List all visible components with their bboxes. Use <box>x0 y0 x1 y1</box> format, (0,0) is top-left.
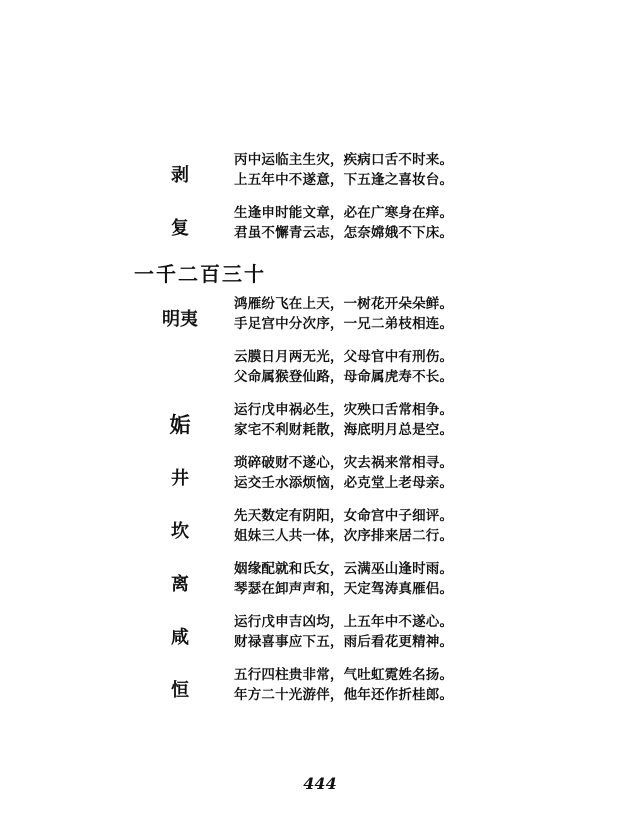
verse <box>234 506 534 546</box>
verse <box>234 665 534 705</box>
verse-line: 家宅不利财耗散，海底明月总是空。 <box>234 422 454 438</box>
verse-line: 鸿雁纷飞在上天，一树花开朵朵鲜。 <box>234 296 454 312</box>
verse <box>234 400 534 440</box>
verse-line: 财禄喜事应下五，雨后看花更精神。 <box>234 634 454 650</box>
verse <box>234 203 534 243</box>
verse-line: 琐碎破财不遂心，灾去祸来常相寻。 <box>234 455 454 471</box>
verse <box>234 150 534 190</box>
verse <box>234 612 534 652</box>
hexagram-name: 坎 <box>171 521 189 542</box>
verse-line: 五行四柱贵非常，气吐虹霓姓名扬。 <box>234 667 454 683</box>
hexagram-name: 咸 <box>171 627 189 648</box>
hexagram-name: 井 <box>171 468 189 489</box>
verse-line: 运交壬水添烦恼，必克堂上老母亲。 <box>234 475 454 491</box>
hexagram-name: 明夷 <box>162 309 198 330</box>
hexagram-name: 剥 <box>171 165 189 186</box>
verse-line: 生逢申时能文章，必在广寒身在痒。 <box>234 205 454 221</box>
verse-line: 君虽不懈青云志，怎奈嫦娥不下床。 <box>234 225 454 241</box>
hexagram-name: 离 <box>171 574 189 595</box>
verse <box>234 294 534 334</box>
verse-line: 年方二十光游伴，他年还作折桂郎。 <box>234 687 454 703</box>
verse-line: 运行戊申吉凶均，上五年中不遂心。 <box>234 614 454 630</box>
verse <box>234 347 534 387</box>
hexagram-name: 姤 <box>169 412 191 437</box>
verse-line: 琴瑟在卸声声和，天定驾涛真雁侣。 <box>234 581 454 597</box>
verse-line: 父命属猴登仙路，母命属虎寿不长。 <box>234 369 454 385</box>
hexagram-name: 复 <box>171 218 189 239</box>
verse-line: 运行戊申祸必生，灾殃口舌常相争。 <box>234 402 454 418</box>
verse <box>234 453 534 493</box>
verse-line: 姐妹三人共一体，次序排来居二行。 <box>234 528 454 544</box>
verse-line: 手足宫中分次序，一兄二弟枝相连。 <box>234 316 454 332</box>
verse-line: 姻缘配就和氏女，云满巫山逢时雨。 <box>234 561 454 577</box>
verse-line: 丙中运临主生灾，疾病口舌不时来。 <box>234 152 454 168</box>
verse-line: 上五年中不遂意，下五逢之喜妆台。 <box>234 172 454 188</box>
page-number: 444 <box>303 774 337 793</box>
verse-line: 云膜日月两无光，父母官中有刑伤。 <box>234 349 454 365</box>
section-heading: 一千二百三十 <box>134 262 266 286</box>
verse-line: 先天数定有阴阳，女命宫中子细评。 <box>234 508 454 524</box>
hexagram-name: 恒 <box>171 680 189 701</box>
verse <box>234 559 534 599</box>
